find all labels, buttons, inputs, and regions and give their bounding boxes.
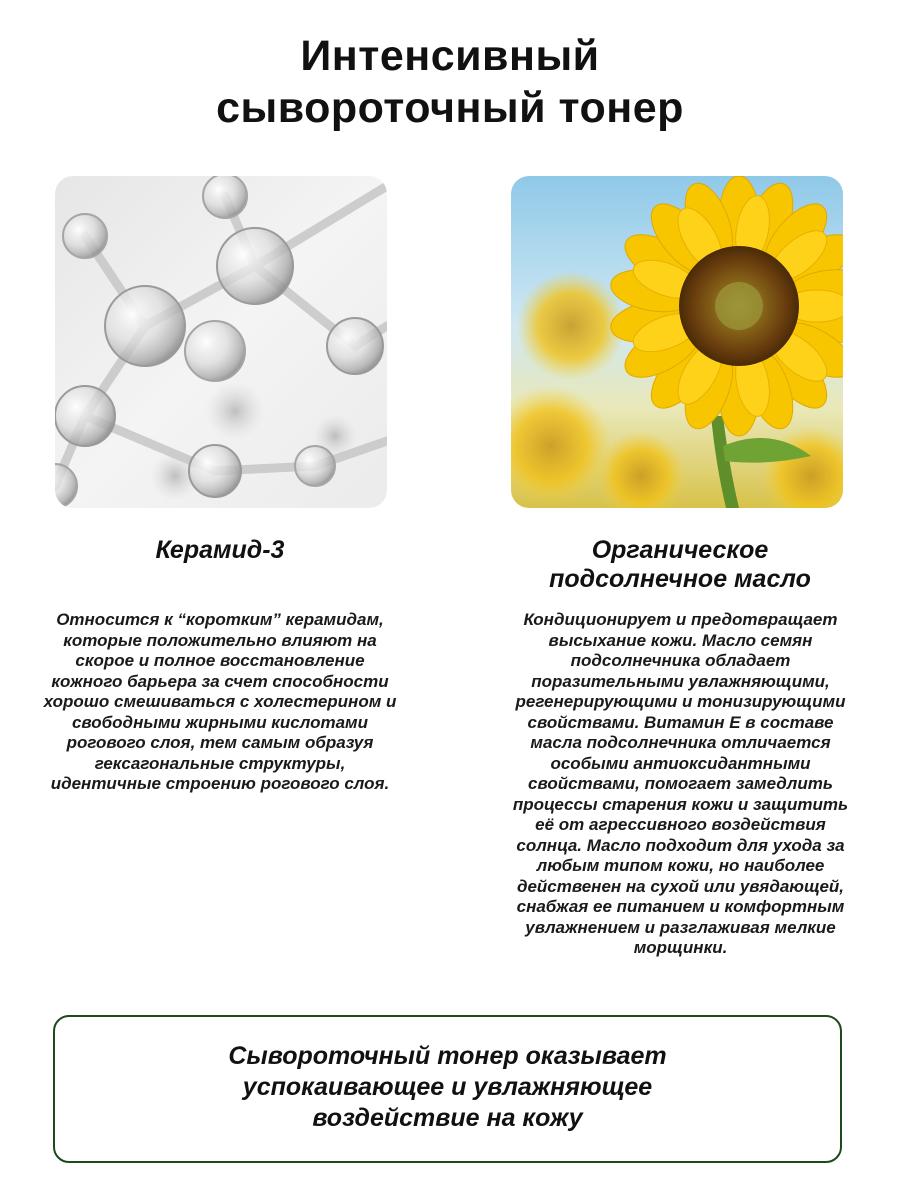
- ceramide-text-line: хорошо смешиваться с холестерином и: [43, 692, 397, 711]
- ceramide-text-line: Относится к “коротким” керамидам,: [56, 610, 384, 629]
- sunflower-text-line: процессы старения кожи и защитить: [512, 794, 849, 814]
- ceramide-text-line: кожного барьера за счет способности: [51, 671, 389, 691]
- sunflower-text-line: её от агрессивного воздействия: [535, 815, 826, 834]
- sunflower-text-line: свойствами, помогает замедлить: [528, 774, 833, 793]
- sunflower-text-line: высыхание кожи. Масло семян: [548, 630, 813, 650]
- ceramide-text-line: гексагональные структуры,: [94, 753, 346, 773]
- page-title-line-1: Интенсивный: [300, 32, 600, 80]
- sunflower-oil-heading-line-2: подсолнечное масло: [549, 565, 811, 593]
- summary-box: [53, 1015, 842, 1163]
- sunflower-image: [511, 176, 843, 508]
- sunflower-text-line: морщинки.: [633, 938, 728, 957]
- summary-line-1: Сывороточный тонер оказывает: [228, 1042, 667, 1070]
- sunflower-text-line: свойствами. Витамин Е в составе: [527, 712, 834, 732]
- sunflower-text-line: увлажнением и разглаживая мелкие: [525, 917, 836, 937]
- sunflower-text-line: действенен на сухой или увядающей,: [516, 876, 845, 896]
- summary-text: [55, 1041, 840, 1134]
- ceramide-heading: Керамид-3: [155, 536, 285, 564]
- summary-line-2: успокаивающее и увлажняющее: [242, 1073, 653, 1101]
- summary-line-3: воздействие на кожу: [312, 1104, 583, 1132]
- sunflower-text-line: масла подсолнечника отличается: [530, 733, 831, 752]
- ceramide-description: [15, 610, 425, 795]
- molecule-image: [55, 176, 387, 508]
- sunflower-text-line: любым типом кожи, но наиболее: [536, 856, 825, 875]
- ceramide-text-line: скорое и полное восстановление: [75, 651, 365, 670]
- sunflower-text-line: Кондиционирует и предотвращает: [523, 610, 838, 629]
- sunflower-text-line: регенерирующими и тонизирующими: [515, 692, 846, 711]
- page-title-line-2: сывороточный тонер: [216, 84, 684, 132]
- sunflower-oil-heading: [460, 536, 900, 594]
- sunflower-oil-description: [478, 610, 883, 959]
- sunflower-oil-heading-line-1: Органическое: [591, 536, 769, 564]
- sunflower-text-line: подсолнечника обладает: [570, 651, 791, 670]
- sunflower-text-line: поразительными увлажняющими,: [531, 671, 830, 691]
- sunflower-text-line: особыми антиоксидантными: [550, 753, 811, 773]
- sunflower-text-line: солнца. Масло подходит для ухода за: [516, 835, 845, 855]
- page-title: [0, 30, 900, 134]
- ceramide-text-line: идентичные строению рогового слоя.: [50, 774, 390, 793]
- ceramide-text-line: свободными жирными кислотами: [71, 712, 369, 732]
- ceramide-text-line: рогового слоя, тем самым образуя: [66, 733, 374, 752]
- ceramide-text-line: которые положительно влияют на: [63, 630, 377, 650]
- sunflower-text-line: снабжая ее питанием и комфортным: [516, 897, 845, 916]
